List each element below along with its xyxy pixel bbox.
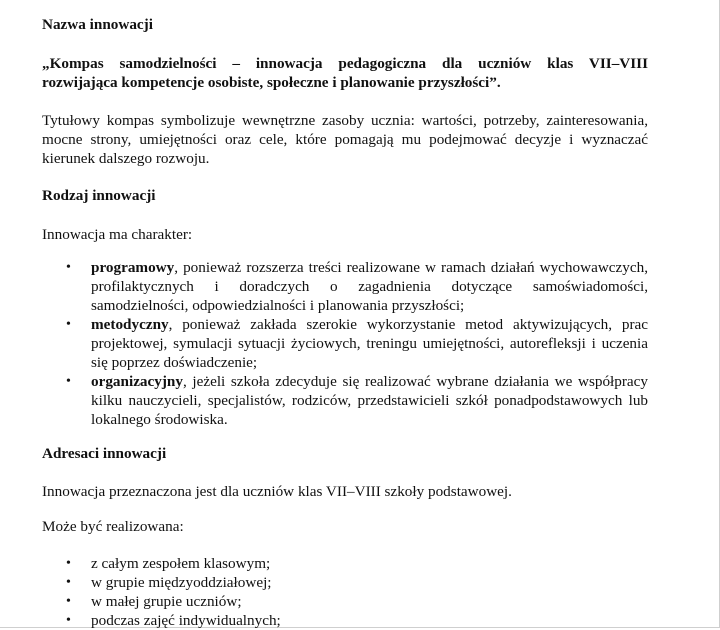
list-item xyxy=(0,372,648,429)
list-item-text: w małej grupie uczniów; xyxy=(91,593,242,610)
list-item xyxy=(0,258,648,315)
addressees-text: Innowacja przeznaczona jest dla uczniów klas VII–VIII szkoły podstawowej. xyxy=(42,483,512,500)
innovation-title xyxy=(42,54,648,92)
list-item xyxy=(0,611,648,630)
list-item xyxy=(0,315,648,372)
list-item xyxy=(0,573,648,592)
bullet-icon: • xyxy=(66,374,71,389)
bullet-icon: • xyxy=(66,556,71,571)
list-item-text: z całym zespołem klasowym; xyxy=(91,555,271,572)
innovation-description: Tytułowy kompas symbolizuje wewnętrzne zasoby ucznia: wartości, potrzeby, zainteresowania, mocne strony, umiejętności oraz cele, które pomagają mu podejmować decyzje i wyznaczać kierunek dalszego rozwoju. xyxy=(42,112,648,167)
list-item-text: w grupie międzyoddziałowej; xyxy=(91,574,272,591)
list-item xyxy=(0,554,648,573)
list-item-term: programowy xyxy=(91,259,175,276)
bullet-icon: • xyxy=(66,317,71,332)
realization-list xyxy=(0,554,648,630)
list-item-text: podczas zajęć indywidualnych; xyxy=(91,612,281,629)
bullet-icon: • xyxy=(66,594,71,609)
bullet-icon: • xyxy=(66,260,71,275)
section-heading-type: Rodzaj innowacji xyxy=(42,187,156,204)
list-item-text: , jeżeli szkoła zdecyduje się realizować wybrane działania we współpracy kilku nauczycieli, specjalistów, rodziców, przedstawicieli szkół ponadpodstawowych lub lokalnego środowiska. xyxy=(91,373,648,428)
type-list xyxy=(0,258,648,429)
innovation-title-line-2: rozwijająca kompetencje osobiste, społeczne i planowanie przyszłości”. xyxy=(42,74,501,91)
bullet-icon: • xyxy=(66,575,71,590)
list-item-term: organizacyjny xyxy=(91,373,183,390)
list-item-text: , ponieważ zakłada szerokie wykorzystanie metod aktywizujących, prac projektowej, symulacji sytuacji życiowych, treningu umiejętności, autorefleksji i uczenia się poprzez doświadczenie; xyxy=(91,316,648,371)
bullet-icon: • xyxy=(66,613,71,628)
section-heading-addressees: Adresaci innowacji xyxy=(42,445,167,462)
innovation-title-line-1: „Kompas samodzielności – innowacja pedagogiczna dla uczniów klas VII–VIII xyxy=(42,55,648,72)
list-item xyxy=(0,592,648,611)
list-item-term: metodyczny xyxy=(91,316,169,333)
list-item-text: , ponieważ rozszerza treści realizowane w ramach działań wychowawczych, profilaktycznych i doradczych o zagadnienia dotyczące samoświadomości, samodzielności, odpowiedzialności i planowania przyszłości; xyxy=(91,259,648,314)
realization-intro: Może być realizowana: xyxy=(42,518,184,535)
type-intro: Innowacja ma charakter: xyxy=(42,226,193,243)
section-heading-name: Nazwa innowacji xyxy=(42,16,153,33)
